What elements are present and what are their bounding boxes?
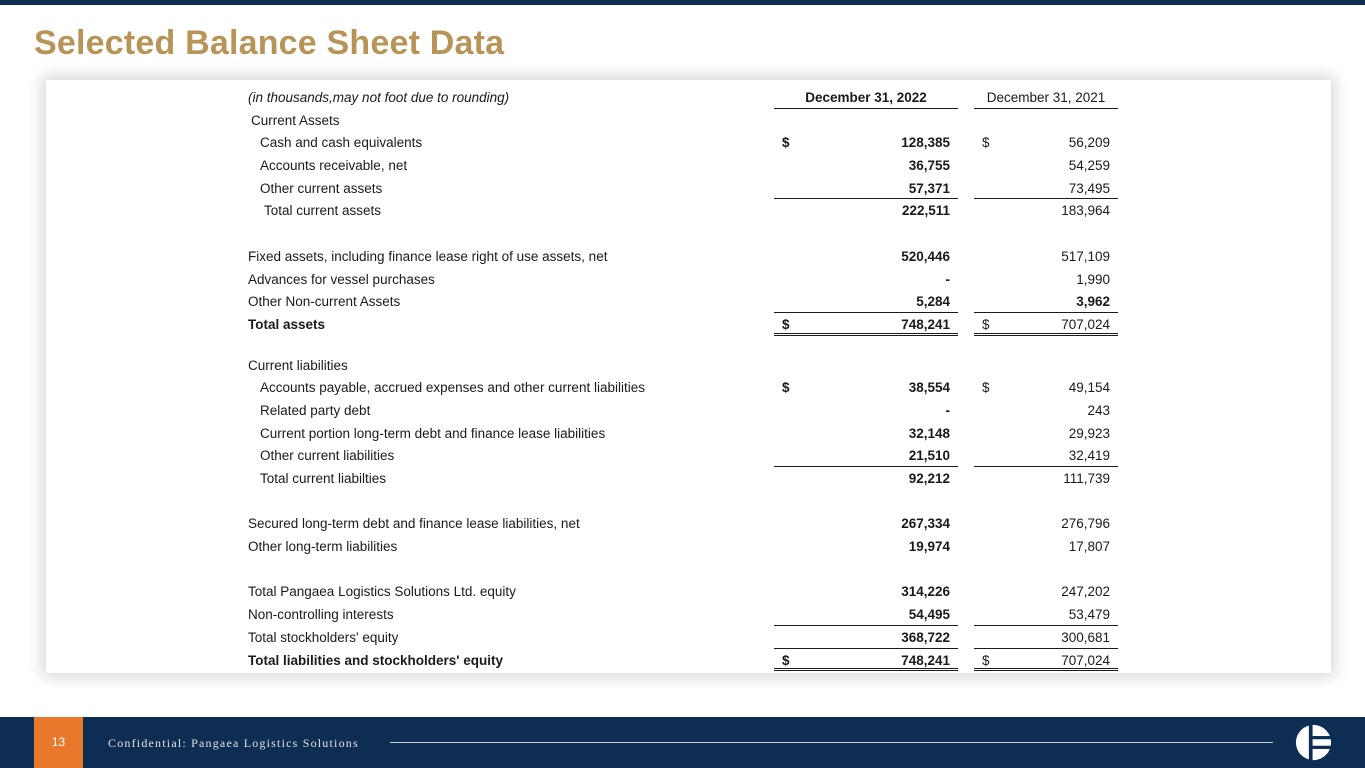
value-2021: [974, 512, 1118, 535]
row-label: Advances for vessel purchases: [248, 271, 435, 287]
value-2022-text: 5,284: [916, 294, 950, 310]
col-header-2022: [774, 86, 958, 109]
value-2021-text: 243: [1087, 402, 1110, 418]
value-2021: [974, 245, 1118, 268]
table-row: [248, 376, 1128, 399]
table-note: (in thousands,may not foot due to rounding): [248, 90, 510, 105]
value-2022-text: 222,511: [901, 203, 950, 219]
table-row: [248, 199, 1128, 222]
table-row-total-assets: [248, 313, 1128, 336]
section-label: Current liabilities: [248, 357, 348, 373]
value-2022: [774, 245, 958, 268]
table-row: [248, 422, 1128, 445]
table-row: [248, 444, 1128, 467]
value-2022: [774, 177, 958, 200]
row-spacer: [248, 222, 1128, 245]
value-2021-text: 517,109: [1061, 248, 1110, 264]
row-label: Current portion long-term debt and finance lease liabilities: [260, 425, 606, 441]
balance-sheet-panel: [46, 80, 1331, 673]
table-row: [248, 109, 1128, 132]
table-row: [248, 580, 1128, 603]
table-row: [248, 626, 1128, 649]
value-2022-text: 57,371: [908, 180, 950, 196]
value-2022: [774, 131, 958, 154]
row-label: Related party debt: [260, 402, 371, 418]
row-label: Accounts receivable, net: [260, 158, 408, 174]
value-2022: [774, 422, 958, 445]
value-2021-text: 17,807: [1068, 539, 1110, 555]
confidential-notice: Confidential: Pangaea Logistics Solutions: [108, 736, 359, 750]
value-2021-text: 54,259: [1068, 158, 1110, 174]
value-2022-text: 21,510: [908, 448, 950, 464]
value-2021-text: 707,024: [1061, 316, 1110, 332]
dollar-sign: $: [782, 316, 790, 332]
value-2022: [774, 290, 958, 313]
value-2022: [774, 467, 958, 490]
table-row-total-liabilities-equity: [248, 649, 1128, 672]
page-title: Selected Balance Sheet Data: [34, 24, 505, 62]
value-2022: [774, 313, 958, 336]
table-row: [248, 399, 1128, 422]
value-2021-text: 29,923: [1068, 425, 1110, 441]
value-2021: [974, 154, 1118, 177]
row-label: Secured long-term debt and finance lease liabilities, net: [248, 516, 580, 532]
value-2021: [974, 626, 1118, 649]
row-label: Cash and cash equivalents: [260, 135, 423, 151]
table-header-row: [248, 86, 1128, 109]
value-2022-text: 267,334: [901, 516, 950, 532]
dollar-sign: $: [982, 652, 990, 668]
value-2022: [774, 444, 958, 467]
table-row: [248, 603, 1128, 626]
row-label: Non-controlling interests: [248, 607, 394, 623]
table-row: [248, 177, 1128, 200]
value-2022-text: 314,226: [901, 584, 950, 600]
value-2022-text: -: [945, 271, 950, 287]
value-2021: [974, 399, 1118, 422]
value-2021: [974, 422, 1118, 445]
row-label: Total current liabilties: [260, 471, 387, 486]
dollar-sign: $: [982, 380, 990, 396]
value-2022: [774, 603, 958, 626]
value-2021: [974, 177, 1118, 200]
value-2021: [974, 268, 1118, 291]
value-2021-text: 49,154: [1068, 380, 1110, 396]
value-2022-text: 32,148: [908, 425, 950, 441]
value-2021-text: 183,964: [1061, 203, 1110, 219]
value-2021: [974, 199, 1118, 222]
value-2021-text: 300,681: [1061, 629, 1110, 645]
value-2022-text: -: [945, 402, 950, 418]
col-header-2022-text: December 31, 2022: [805, 90, 927, 105]
value-2021: [974, 467, 1118, 490]
dollar-sign: $: [782, 135, 790, 151]
value-2021: [974, 313, 1118, 336]
value-2022-text: 520,446: [901, 248, 950, 264]
value-2022-text: 748,241: [901, 652, 950, 668]
value-2021-text: 56,209: [1068, 135, 1110, 151]
value-2022: [774, 154, 958, 177]
value-2021-text: 1,990: [1076, 271, 1110, 287]
value-2022: [774, 626, 958, 649]
value-2022: [774, 199, 958, 222]
value-2022-text: 19,974: [908, 539, 950, 555]
row-spacer: [248, 490, 1128, 513]
value-2021: [974, 444, 1118, 467]
table-row: [248, 290, 1128, 313]
value-2022-text: 36,755: [908, 158, 950, 174]
value-2021-text: 53,479: [1068, 607, 1110, 623]
value-2021-text: 3,962: [1076, 294, 1110, 310]
row-label: Accounts payable, accrued expenses and other current liabilities: [260, 380, 645, 396]
table-row: [248, 154, 1128, 177]
row-label: Other long-term liabilities: [248, 539, 398, 555]
value-2021: [974, 649, 1118, 672]
top-accent-bar: [0, 0, 1365, 5]
value-2022-text: 368,722: [901, 629, 950, 645]
footer-divider: [390, 742, 1273, 743]
dollar-sign: $: [782, 652, 790, 668]
row-label: Fixed assets, including finance lease right of use assets, net: [248, 248, 608, 264]
row-label: Other current assets: [260, 180, 383, 196]
row-label: Other Non-current Assets: [248, 294, 401, 310]
row-spacer: [248, 336, 1128, 354]
table-row: [248, 131, 1128, 154]
col-header-2021-text: December 31, 2021: [986, 90, 1106, 105]
value-2021: [974, 535, 1118, 558]
row-label: Other current liabilities: [260, 448, 395, 464]
balance-sheet-table: [248, 86, 1128, 671]
value-2022-text: 128,385: [901, 135, 950, 151]
value-2021-text: 707,024: [1061, 652, 1110, 668]
row-label: Total Pangaea Logistics Solutions Ltd. equity: [248, 584, 516, 600]
value-2021: [974, 290, 1118, 313]
row-label: Total stockholders' equity: [248, 629, 399, 645]
value-2021-text: 32,419: [1068, 448, 1110, 464]
page-number: 13: [34, 717, 83, 768]
table-row: [248, 535, 1128, 558]
value-2022-text: 92,212: [908, 471, 950, 486]
row-label: Total liabilities and stockholders' equity: [248, 652, 504, 668]
col-header-2021: [974, 86, 1118, 109]
pangaea-logo-icon: [1295, 724, 1332, 761]
value-2021-text: 247,202: [1061, 584, 1110, 600]
value-2022-text: 54,495: [908, 607, 950, 623]
row-label: Total current assets: [264, 203, 382, 219]
table-row: [248, 467, 1128, 490]
value-2022: [774, 376, 958, 399]
value-2021: [974, 131, 1118, 154]
value-2021: [974, 603, 1118, 626]
dollar-sign: $: [982, 316, 990, 332]
dollar-sign: $: [982, 135, 990, 151]
section-label: Current Assets: [251, 112, 340, 128]
value-2022-text: 38,554: [908, 380, 950, 396]
value-2021: [974, 376, 1118, 399]
dollar-sign: $: [782, 380, 790, 396]
value-2021-text: 111,739: [1063, 471, 1110, 486]
table-row: [248, 268, 1128, 291]
row-spacer: [248, 558, 1128, 581]
value-2022: [774, 512, 958, 535]
table-row: [248, 354, 1128, 377]
value-2022: [774, 268, 958, 291]
value-2022: [774, 649, 958, 672]
value-2021-text: 73,495: [1068, 180, 1110, 196]
footer-bar: [0, 717, 1365, 768]
value-2022: [774, 399, 958, 422]
value-2022: [774, 580, 958, 603]
table-row: [248, 245, 1128, 268]
value-2022: [774, 535, 958, 558]
value-2022-text: 748,241: [901, 316, 950, 332]
table-row: [248, 512, 1128, 535]
row-label: Total assets: [248, 316, 326, 332]
value-2021: [974, 580, 1118, 603]
value-2021-text: 276,796: [1061, 516, 1110, 532]
